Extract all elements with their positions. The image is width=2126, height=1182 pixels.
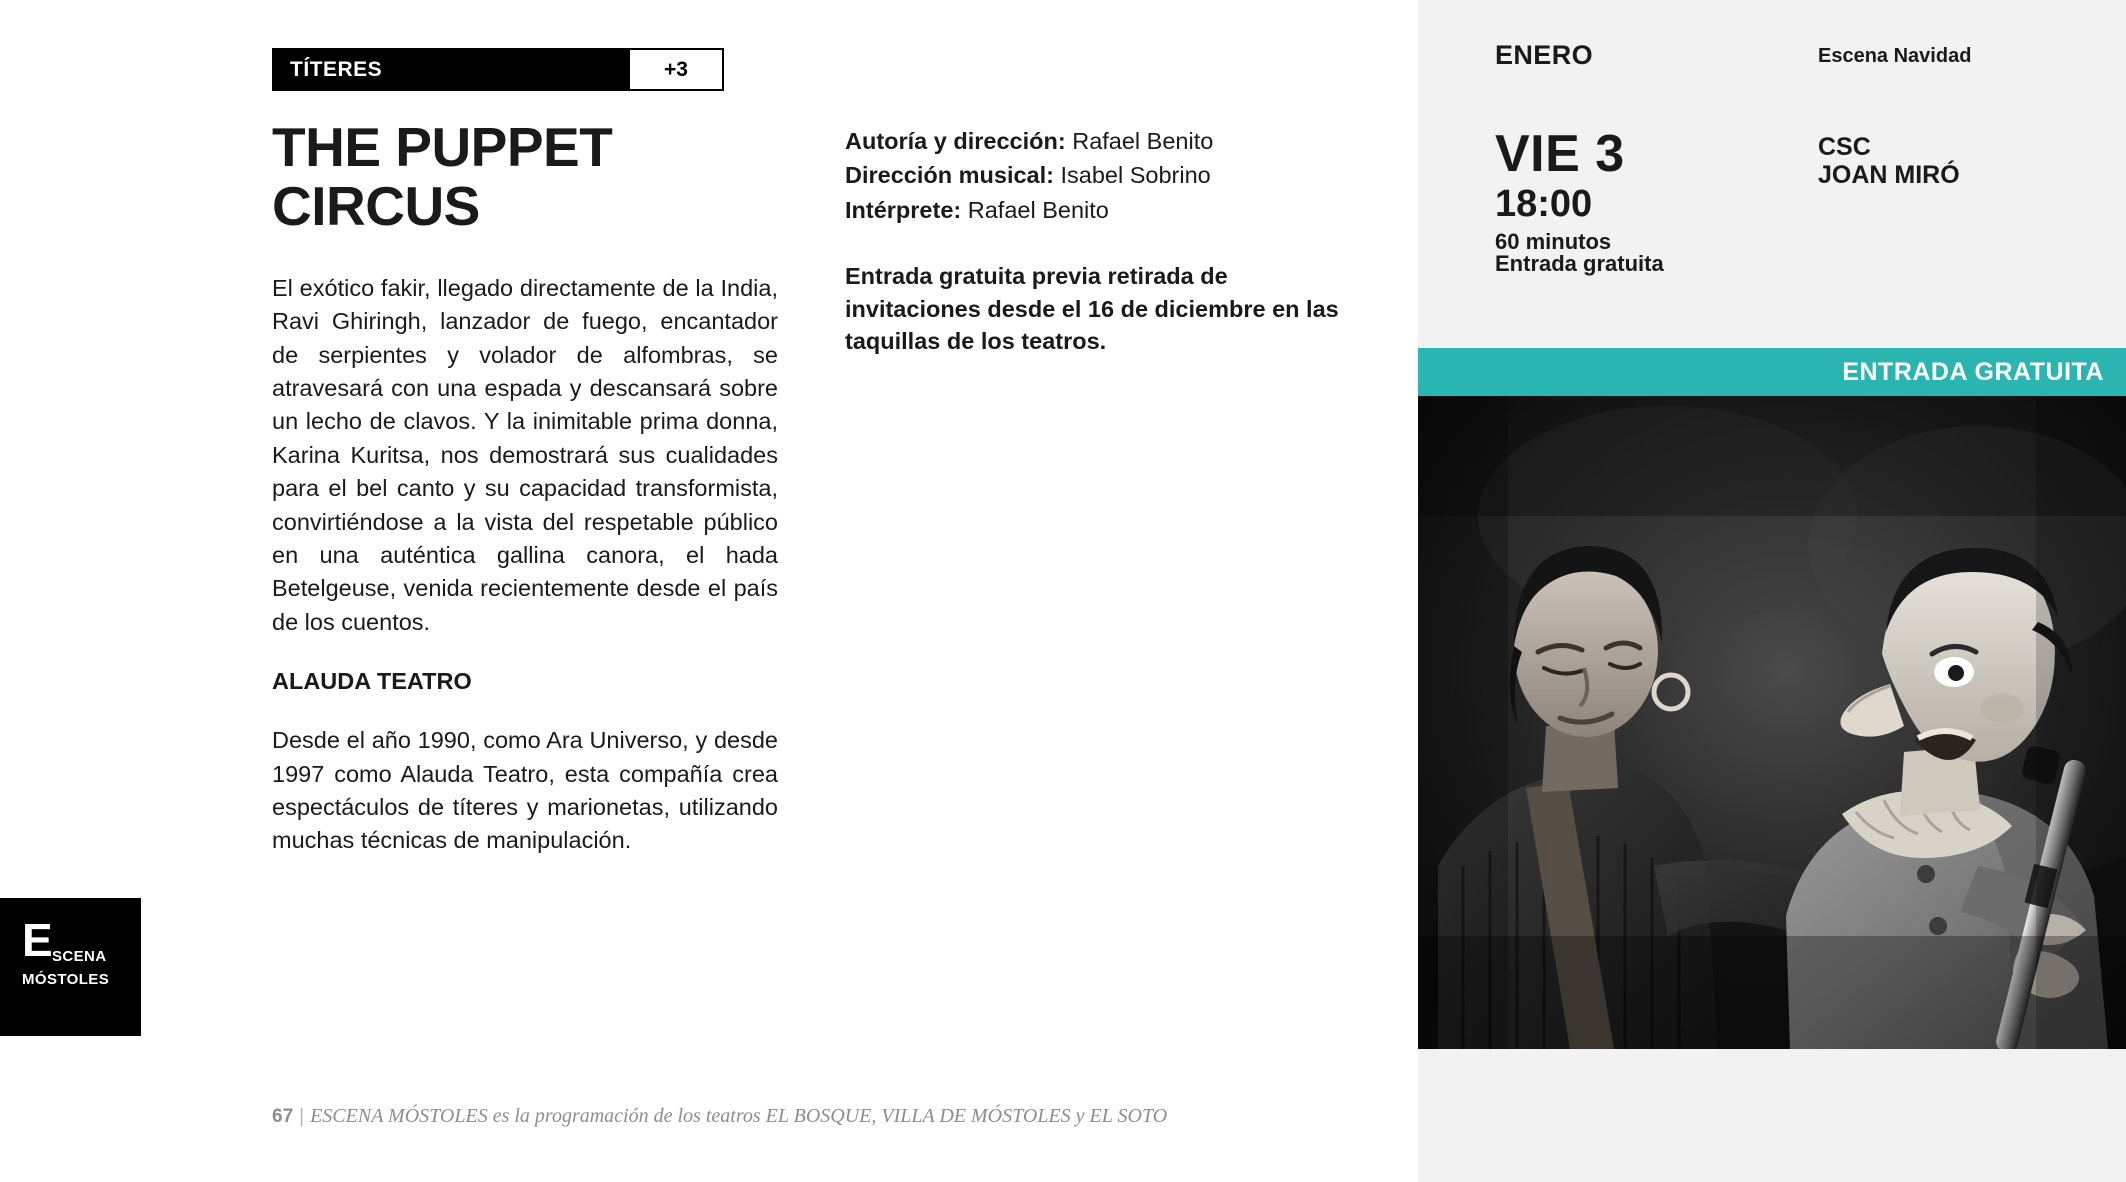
credit-role: Dirección musical: <box>845 162 1054 189</box>
event-time: 18:00 <box>1495 183 1593 225</box>
description-column <box>272 272 778 858</box>
company-name: ALAUDA TEATRO <box>272 667 472 694</box>
credit-role: Autoría y dirección: <box>845 128 1066 154</box>
footer-separator: | <box>299 1106 305 1127</box>
brand-initial: E <box>22 914 53 966</box>
credit-row <box>845 159 1365 191</box>
brand-word-top: SCENA <box>52 948 107 965</box>
event-duration: 60 minutos <box>1495 229 1612 254</box>
page-number: 67 <box>272 1106 294 1127</box>
category-label: TÍTERES <box>274 50 630 89</box>
page-footer <box>272 1105 1232 1128</box>
credit-row <box>845 194 1365 226</box>
event-venue <box>1818 133 1960 189</box>
credit-name: Rafael Benito <box>967 196 1109 223</box>
venue-line-2: JOAN MIRÓ <box>1818 161 1960 189</box>
event-day: VIE 3 <box>1495 125 1625 183</box>
credit-role: Intérprete: <box>845 196 962 223</box>
show-description: El exótico fakir, llegado directamente de la India, Ravi Ghiringh, lanzador de fuego, encantador de serpientes y volador de alfombras, se atravesará con una espada y descansará sobre un lecho de clavos. Y la inimitable prima donna, Karina Kuritsa, nos demostrará sus cualidades para el bel canto y su capacidad transformista, convirtiéndose a la vista del respetable público en una auténtica gallina canora, el hada Betelgeuse, venida recientemente desde el país de los cuentos. <box>272 275 778 635</box>
footer-text: ESCENA MÓSTOLES es la programación de los teatros EL BOSQUE, VILLA DE MÓSTOLES y EL SOTO <box>310 1105 1168 1127</box>
credit-name: Isabel Sobrino <box>1060 162 1211 189</box>
credits-column <box>845 125 1365 358</box>
event-info-panel <box>1418 0 2126 1182</box>
age-rating-label: +3 <box>630 50 722 89</box>
event-month: ENERO <box>1495 40 1594 70</box>
category-badge <box>272 48 724 91</box>
brand-word-bottom: MÓSTOLES <box>22 971 110 988</box>
venue-line-1: CSC <box>1818 133 1871 161</box>
page-title: THE PUPPET CIRCUS <box>272 116 613 237</box>
company-description: Desde el año 1990, como Ara Universo, y desde 1997 como Alauda Teatro, esta compañía crea espectáculos de títeres y marionetas, utilizando muchas técnicas de manipulación. <box>272 727 778 854</box>
event-price: Entrada gratuita <box>1495 251 1664 276</box>
free-entry-note: Entrada gratuita previa retirada de invitaciones desde el 16 de diciembre en las taquillas de los teatros. <box>845 263 1339 355</box>
brand-logo <box>0 898 141 1036</box>
credit-row <box>845 125 1365 157</box>
event-season: Escena Navidad <box>1818 45 1972 67</box>
credit-name: Rafael Benito <box>1072 128 1214 154</box>
event-photo <box>1418 396 2126 1049</box>
free-entry-banner: ENTRADA GRATUITA <box>1418 348 2126 396</box>
